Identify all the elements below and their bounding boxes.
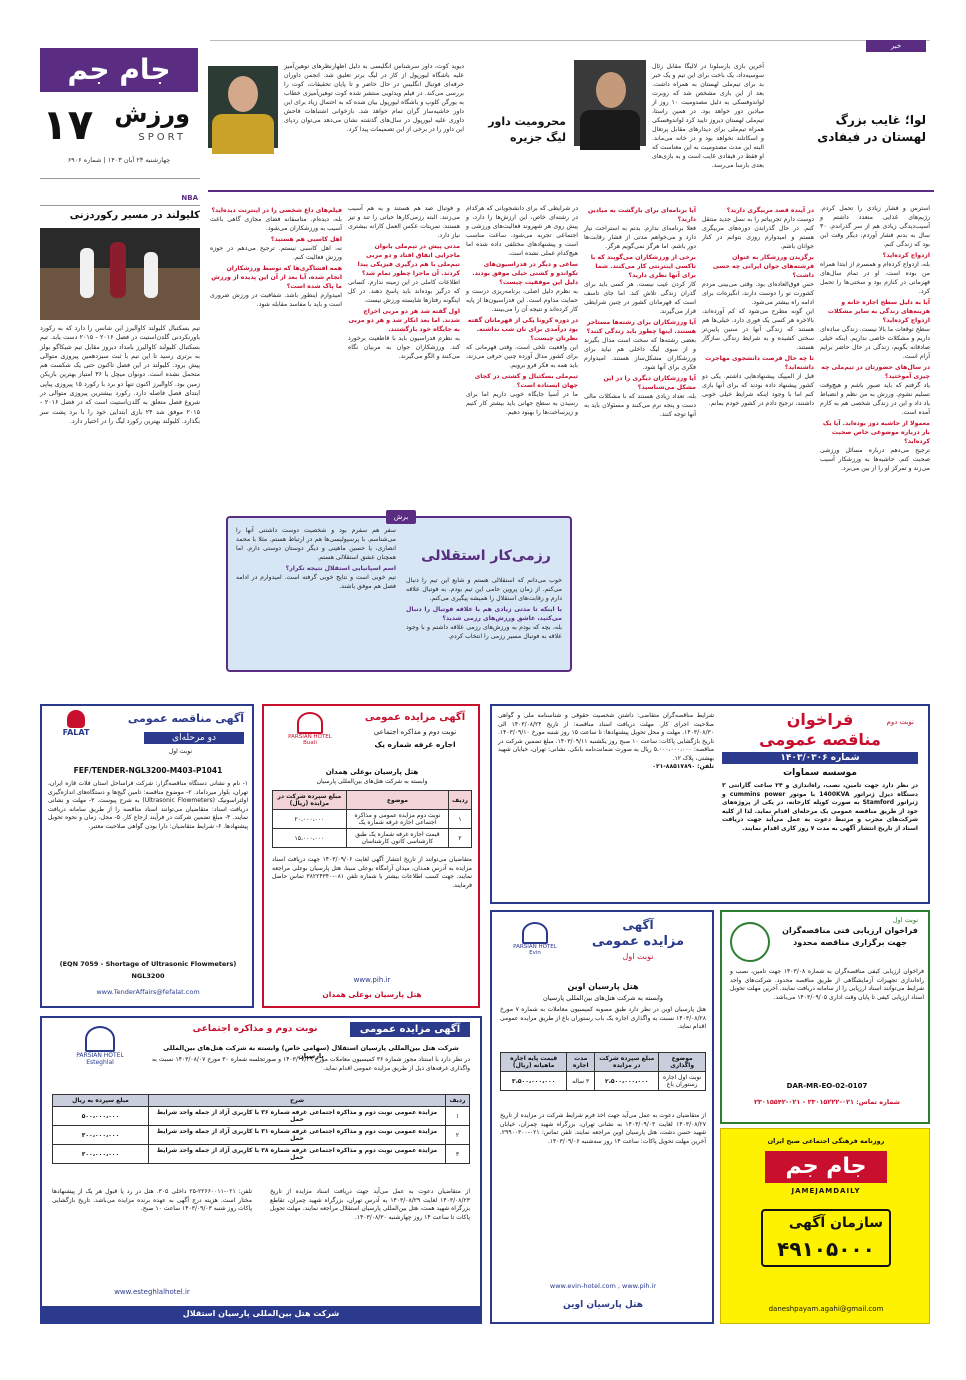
- interview-col-5: [348, 204, 460, 510]
- ad-boali-logo: [272, 712, 348, 764]
- pull-box: [226, 513, 572, 672]
- col5-q-1: مدتی پیش در تیم‌ملی بانوان ماجرایی اتفاق افتاد و دو مربی تیم‌ملی با هم درگیری فیزیکی پیدا کردند. آن ماجرا چطور تمام شد؟: [357, 243, 460, 277]
- col4-a-2: این واقعیت تلخی است. وقتی قهرمانی که برای کشور مدال آورده چنین حرفی می‌زند، باید همه به فکر فرو برویم.: [466, 344, 578, 369]
- ad-jamjam-phone-box: [761, 1209, 891, 1267]
- ad-small-code: DAR-MR-EO-02-0107: [786, 1082, 868, 1090]
- ad-esteghlal-round: نوبت دوم و مذاکره اجتماعی: [192, 1024, 318, 1034]
- ad-boali-table: [272, 790, 472, 848]
- ad-evin-hotel: هتل پارسیان اوین: [567, 982, 639, 991]
- ad-small-title2: جهت برگزاری مناقصه محدود: [793, 938, 907, 947]
- ad-esteghlal-th-2: شرح: [149, 1095, 446, 1107]
- pull-box-left-q: اسم اسپانیایی استقلال نتیجه تکرار؟: [285, 565, 396, 572]
- interview-col-6: [210, 204, 342, 510]
- hotel-emblem-icon: [522, 922, 548, 944]
- ad-boali-subtitle: نوبت دوم و مذاکره اجتماعی: [373, 728, 457, 736]
- pull-box-right-a: بله، بچه که بودم به ورزش‌های رزمی علاقه داشتم و با وجود علاقه به فوتبال مسیر رزمی را انتخاب کردم.: [406, 624, 562, 640]
- col5-a-2: به نظرم فدراسیون باید با قاطعیت برخورد کند. ورزشکاران جوان به مربیان نگاه می‌کنند و الگو می‌گیرند.: [348, 335, 460, 360]
- top-story-1-body: آخرین بازی بارسلونا در لالیگا مقابل رئال سوسیه‌داد، یک باخت برای این تیم و یک خبر بد برای تیم‌ملی لهستان به همراه داشت. بعد از این بازی مشخص شد که روبرت لواندوفسکی به دلیل مصدومیت ۱۰ روز از میادین دور خواهد بود. در همین راستا، تیم‌ملی لهستان دیروز تایید کرد لواندوفسکی همراه تیم‌ملی برای دیدارهای مقابل پرتغال و اسکاتلند نخواهد بود و در خانه می‌ماند. البته این مدت مصدومیت به این معناست که او فقط در فیفادی غایب است و به بازی‌های بعدی بارسا می‌رسد.: [652, 63, 765, 169]
- col4-body: در شرایطی که برای دانشجویانی که هرکدام در رشته‌ای خاص، این ارزش‌ها را دارد، و پیش روی هر شهروند فعالیت‌های ورزشی و اجتماعی تجربه می‌شود. ساعت مناسب است و پیشنهادهای مختلفی داده شده اما هیچ‌کدام عملی نشده است.: [466, 205, 578, 257]
- interview-a-6: حس فوق‌العاده‌ای بود. وقتی می‌بینی مردم کشورت تو را دوست دارند، انگیزه‌ات برای ادامه راه بیشتر می‌شود.: [702, 281, 814, 306]
- table-cell: ۲: [446, 1126, 470, 1145]
- table-cell: مزایده عمومی نوبت دوم و مذاکره اجتماعی غرفه شماره ۳۶ با کاربری آزاد از جمله واحد شرایط حمل: [149, 1107, 446, 1126]
- ad-boali-footer: هتل پارسیان بوعلی همدان: [322, 990, 422, 999]
- col5-q-3: فیلم‌های داغ شخصی را در اینترنت دیده‌اید؟: [211, 207, 342, 214]
- col3-q-4: آیا ورزشکاران برای رشته‌ها مستاجر هستند. اینها چطور باید زندگی کنند؟: [586, 319, 696, 335]
- top-story-1-title-1: لوا؛ غایب بزرگ: [835, 113, 926, 127]
- ad-jamjam-kicker: روزنامه فرهنگی اجتماعی صبح ایران: [767, 1137, 885, 1145]
- top-story-1-title: [774, 112, 926, 146]
- interview-intro: استرس و فشار زیادی را تحمل کردم. رژیم‌های غذایی متعدد داشتم و آسیب‌دیدگی زیادی هم از سر گذراندم. ۳۰ سال به بدنم فشار آوردم، دیگر وقت این بود که زندگی کنم.: [820, 205, 930, 248]
- ad-evin-sites[interactable]: www.evin-hotel.com , www.pih.ir: [549, 1282, 657, 1290]
- interview-q-5: در آینده قصد مربیگری دارید؟: [726, 207, 814, 214]
- table-cell: ۱۵،۰۰۰،۰۰۰: [273, 829, 347, 848]
- col4-q-2: در دوره کرونا یکی از قهرمانان گفته بود درآمدی برای نان شب نداشته. نظرتان چیست؟: [467, 317, 578, 342]
- col4-a-3: ما در آسیا جایگاه خوبی داریم اما برای رسیدن به سطح جهانی باید بیشتر کار کنیم و زیرساخت‌ها را بهبود دهیم.: [466, 391, 578, 416]
- ad-evin: [490, 910, 714, 1324]
- ad-jamjam-email[interactable]: daneshpayam.agahi@gmail.com: [768, 1305, 884, 1313]
- ad-small-tender: [720, 910, 930, 1124]
- ad-esteghlal-logo-text: PARSIAN HOTEL: [76, 1052, 124, 1059]
- interview-cont: این گونه مطرح می‌شود که کم آورده‌اند، بالاخره هر کسی یک فوری دارد. خیلی‌ها هم هستند که زندگی آنها در سنین پایین‌تر سختی کشیده و به شرایط زندگی سازگار هستند.: [702, 308, 814, 351]
- top-story-2-title-2: لیگ جزیره: [510, 131, 566, 144]
- ad-evin-sub: هتل پارسیان اوین در نظر دارد طبق مصوبه کمیسیون معاملات به شماره ۷ مورخ ۱۴۰۳/۰۸/۲۸ نسبت به واگذاری اجاره یک باب رستوران باغ از طریق مزایده عمومی اقدام نماید.: [500, 1006, 707, 1030]
- ad-tender-title: فراخوان: [786, 710, 854, 729]
- col3-q-3: برخی از ورزشکاران می‌گویند که با تاکسی اینترنتی کار می‌کنند. شما برای آنها نظری دارید؟: [590, 254, 696, 279]
- col4-q-3: تیم‌ملی بسکتبال و کشتی در کجای جهان ایستاده است؟: [474, 373, 578, 389]
- table-row: [501, 1072, 706, 1091]
- khabar-tag: خبر: [866, 40, 926, 52]
- date-line: چهارشنبه ۲۳ آبان ۱۴۰۳ | شماره ۶۹۰۶: [67, 156, 171, 164]
- interview-a-4: ترجیح می‌دهم درباره مسائل ورزشی صحبت کنم. حاشیه‌ها به ورزشکار آسیب می‌زند و تمرکز او را از بین می‌برد.: [820, 447, 930, 472]
- falat-flame-icon: [67, 710, 85, 728]
- ad-jamjam: [720, 1128, 930, 1324]
- ad-boali-th-2: موضوع: [346, 791, 448, 810]
- ad-small-logo-icon: [730, 922, 770, 962]
- ad-boali-th-3: مبلغ سپرده شرکت در مزایده (ریال): [273, 791, 347, 810]
- ad-esteghlal: [40, 1016, 482, 1324]
- table-cell: ۱: [449, 810, 472, 829]
- ad-small-round: نوبت اول: [892, 916, 918, 924]
- ad-falat-logo: [48, 710, 104, 750]
- table-row: [53, 1107, 470, 1126]
- col3-a-5: بله، تعداد زیادی هستند که با مشکلات مالی دست و پنجه نرم می‌کنند و مسئولان باید به آنها توجه کنند.: [584, 393, 696, 418]
- ad-boali-logo-sub: Buali: [303, 740, 317, 746]
- header-strip: [210, 40, 930, 52]
- interview-col-4: [466, 204, 578, 510]
- ad-esteghlal-body-right: از متقاضیان دعوت به عمل می‌آید جهت دریافت اسناد مزایده از تاریخ ۱۴۰۳/۰۸/۲۳ لغایت ۱۴۰۳/۰۸/۲۹ به آدرس تهران، بزرگراه شهید چمران، تقاطع بزرگراه شهید همت، هتل بین‌المللی پارسیان استقلال مراجعه نمایند. مهلت تحویل پاکات تا ساعت ۱۴ روز چهارشنبه ۱۴۰۳/۰۸/۳۰.: [270, 1188, 470, 1221]
- top-story-2-title: [470, 114, 566, 146]
- table-row: [53, 1145, 470, 1164]
- ad-boali-sub2: اجاره غرفه شماره یک: [374, 740, 456, 749]
- ad-tender-org: موسسه سماوات: [783, 768, 857, 778]
- pull-box-kicker: برش: [386, 510, 416, 524]
- ad-falat-title: آگهی مناقصه عمومی: [127, 712, 244, 725]
- ad-small-body: فراخوان ارزیابی کیفی مناقصه‌گران به شماره ۱۴۰۳/۰۸ جهت تامین، نصب و راه‌اندازی تجهیزات آزمایشگاهی از طریق مناقصه محدود. شرکت‌های واجد شرایط می‌توانند اسناد ارزیابی را از سامانه دریافت نمایند. آخرین مهلت تحویل اسناد ارزیابی کیفی تا پایان وقت اداری ۱۴۰۳/۰۹/۰۵ می‌باشد.: [730, 968, 924, 1001]
- section-title: ورزش: [114, 100, 190, 128]
- ad-boali-site[interactable]: www.pih.ir: [353, 976, 391, 984]
- ad-boali-logo-text: PARSIAN HOTEL: [288, 734, 332, 740]
- ad-esteghlal-logo: [52, 1026, 148, 1088]
- ad-esteghlal-intro: شرکت هتل بین‌المللی پارسیان استقلال (سهامی خاص) وابسته به شرکت هتل‌های بین‌المللی پارسیان: [163, 1044, 459, 1060]
- interview-q-4: معمولا از حاشیه دور بوده‌اید. آیا یک بار درباره موضوعی خاص صحبت کرده‌اید؟: [822, 420, 930, 445]
- table-cell: ۲۰،۰۰۰،۰۰۰: [273, 810, 347, 829]
- pull-box-right: [406, 576, 562, 668]
- ad-falat-site[interactable]: www.TenderAffairs@fefalat.com: [96, 988, 200, 996]
- col5-a-4: نه، اهل کاسبی نیستم. ترجیح می‌دهم در حوزه ورزش فعالیت کنم.: [210, 245, 342, 261]
- masthead: [40, 48, 200, 168]
- ad-esteghlal-body-left: تلفن: ۰۲۱-۲۲۶۶۰۰۱۱-۲۵ داخلی ۳۰۵. هتل در رد یا قبول هر یک از پیشنهادها مختار است. هزینه درج آگهی به عهده برنده مزایده می‌باشد. تاریخ بازگشایی پاکات روز شنبه ۱۴۰۳/۰۹/۰۳ ساعت ۱۰ صبح.: [52, 1188, 252, 1212]
- pull-box-left-text: سفر هم سفرم بود و شخصیت دوست داشتنی آنها را می‌شناسم. با پرسپولیسی‌ها هم در ارتباط هستم. مثلا با محمد انصاری، یا حسین ماهینی و دیگر دوستان دوستی دارم. اما همچنان عشق استقلالی هستم.: [236, 527, 396, 561]
- ad-tender-number: شماره ۱۴۰۳/۰۳۰۶: [722, 752, 918, 764]
- interview-a-5: دوست دارم تجربیاتم را به نسل جدید منتقل کنم. در حال گذراندن دوره‌های مربیگری هستم و امیدوارم روزی بتوانم در کنار جوانان باشم.: [702, 216, 814, 250]
- col5-a-3: بله، دیده‌ام. متاسفانه فضای مجازی گاهی باعث آسیب به ورزشکاران می‌شود.: [210, 216, 342, 232]
- ad-evin-table: [500, 1052, 706, 1091]
- interview-col-3: [584, 204, 696, 674]
- table-cell: قیمت اجاره غرفه شماره یک طبق کارشناسی کانون کارشناسان: [346, 829, 448, 848]
- ad-jamjam-label: سازمان آگهی: [788, 1215, 883, 1231]
- ad-evin-th-3: مدت اجاره: [567, 1053, 595, 1072]
- ad-boali-body: متقاضیان می‌توانند از تاریخ انتشار آگهی لغایت ۱۴۰۳/۰۹/۰۶ جهت دریافت اسناد مزایده به آدرس همدان، میدان آرامگاه بوعلی سینا، هتل پارسیان بوعلی مراجعه نمایند. جهت کسب اطلاعات بیشتر با شماره تلفن ۰۸۱-۳۸۲۲۴۳۴۰ تماس حاصل فرمایند.: [272, 856, 472, 889]
- ad-esteghlal-title: آگهی مزایده عمومی: [350, 1022, 470, 1037]
- ad-evin-th-1: موضوع واگذاری: [659, 1053, 706, 1072]
- referee-photo: [208, 66, 278, 148]
- pull-box-left: [236, 526, 396, 666]
- table-cell: ۲: [449, 829, 472, 848]
- table-cell: ۲،۵۰۰،۰۰۰،۰۰۰: [595, 1072, 659, 1091]
- top-story-2-title-1: محرومیت داور: [488, 115, 566, 128]
- ad-small-phone: شماره تماس: ۰۲۱-۲۳۰۱۵۲۲۲ - ۰۲۱-۲۳۰۱۵۵۴۲: [753, 1098, 901, 1106]
- col5-q-2: اول گفته شد هر دو مربی اخراج شدند. اما بعد انکار شد و هر دو مربی به جایگاه خود بازگشتند.: [348, 308, 460, 333]
- interview-q-6: برگزیدن ورزشکار به عنوان فرشته‌های جوان ایرانی چه حسی داشت؟: [712, 254, 814, 279]
- nba-title: کلیولند در مسیر رکوردزنی: [69, 210, 200, 221]
- table-row: [273, 829, 472, 848]
- pull-box-right-text: خوب می‌دانم که استقلالی هستم و شایع این تیم را دنبال می‌کنم. از زمان پروین حامی این تیم بودم. به فوتبال علاقه دارم و رقابت‌های استقلال را همیشه پیگیری می‌کنم.: [406, 577, 562, 602]
- interview-q-2: آیا به دلیل سطح اجاره خانه و هزینه‌های زندگی به سایر مشکلات ازدواج کرده‌اید؟: [827, 299, 930, 324]
- interview-q-1: ازدواج کرده‌اید؟: [882, 252, 930, 259]
- ad-esteghlal-table: [52, 1094, 470, 1164]
- col3-a-2: فعلا برنامه‌ای ندارم. بدنم به استراحت نیاز دارد و می‌خواهم مدتی از فشار رقابت‌ها دور باشم. اما هرگز نمی‌گویم هرگز.: [584, 225, 696, 250]
- interview-col-2: [702, 204, 814, 674]
- ad-falat-stage: نوبت اول: [168, 748, 192, 755]
- ad-esteghlal-th-1: ردیف: [446, 1095, 470, 1107]
- page-number: ۱۷: [42, 100, 94, 149]
- hotel-emblem-icon: [85, 1026, 115, 1052]
- col5-q-5: همه افشاگری‌ها که توسط ورزشکاران انجام شده، آیا بعد از آن این پدیده از ورزش ما پاک شده است؟: [211, 265, 342, 290]
- ad-tender-body: در نظر دارد جهت تامین، نصب، راه‌اندازی و ۲۴ ساعت گارانتی ۳ دستگاه دیزل ژنراتور 1400KVA با موتور cummins power و ژنراتور Stamford به صورت کوپله کارخانه، در یکی از پروژه‌های خود از طریق مناقصه عمومی یک مرحله‌ای اقدام نماید. لذا از کلیه شرکت‌های مجرب و مرتبط دعوت به عمل می‌آید جهت دریافت اسناد از تاریخ انتشار آگهی به مدت ۷ روز کاری اقدام نمایند.: [722, 782, 919, 832]
- ad-evin-logo-text: PARSIAN HOTEL: [513, 944, 557, 950]
- ad-small-title: فراخوان ارزیابی فنی مناقصه‌گران: [782, 926, 918, 935]
- ad-esteghlal-sub: در نظر دارد با استناد مجوز شماره ۳۶ کمیسیون معاملات مورخ ۱۴۰۳/۰۷/۲۹ و صورتجلسه شماره ۳۰ مورخ ۱۴۰۳/۰۸/۰۷ نسبت به واگذاری غرفه‌های ذیل از طریق مزایده عمومی اقدام نماید.: [152, 1056, 470, 1072]
- col4-a-1: به نظرم دلیل اصلی، برنامه‌ریزی درست و حمایت مداوم است. این فدراسیون‌ها از پایه کار کرده‌اند و نتیجه آن را می‌بینند.: [466, 288, 578, 313]
- table-cell: نوبت اول اجاره رستوران باغ: [659, 1072, 706, 1091]
- ad-jamjam-phone: ۴۹۱۰۵۰۰۰: [777, 1237, 875, 1261]
- nba-badge: NBA: [181, 194, 198, 202]
- col3-a-4: بعضی رشته‌ها که سخت است مدال بگیرند و از سوی لیگ داخلی هم نیاید برای ورزشکاران مشکل‌ساز هستند. امیدوارم فکری برای آنها شود.: [584, 337, 696, 371]
- table-row: [273, 810, 472, 829]
- lewandowski-photo: [574, 60, 646, 146]
- ad-tender-details: [498, 712, 714, 898]
- ad-evin-logo: [500, 922, 570, 978]
- col5-body: و فوتبال صد هم هستند و به هم آسیب می‌زنند. البته رزمی‌کارها حیاتی را تند و تیز هستند. تمرینات عکس العمل کارانه بیشتری نیاز دارد.: [348, 205, 460, 239]
- nba-body: تیم بسکتبال کلیولند کاوالیرز این شانس را دارد که به رکورد باورنکردنی گلدن‌استیت در فصل ۲۰۱۶ - ۲۰۱۵ دست یابد. تیم بسکتبال کلیولند کاوالیرز بامداد دیروز مقابل تیم شیکاگو بولز به برتری رسید تا این تیم با ثبت سیزدهمین پیروزی متوالی پیش برود. کلیولند در این فصل تاکنون حتی یک شکست هم متحمل نشده است. دونوان میچل با ۳۶ امتیاز بهترین بازیکن زمین بود. کاوالیرز اکنون تنها دو برد با رکورد ۱۵ پیروزی پیاپی ابتدای فصل فاصله دارد. رکورد بیشترین پیروزی متوالی در شروع فصل متعلق به گلدن‌استیت است که در فصل ۲۰۱۶ - ۲۰۱۵ موفق شد ۲۴ بازی ابتدایی خود را با برد پشت سر بگذارد. کلیولند بهترین رکورد لیگ را در اختیار دارد.: [40, 325, 201, 425]
- ad-evin-logo-sub: Evin: [529, 950, 541, 956]
- table-cell: مزایده عمومی نوبت دوم و مذاکره اجتماعی غرفه شماره ۳۱ با کاربری آزاد از جمله واحد شرایط حمل: [149, 1126, 446, 1145]
- ad-tender-title2: مناقصه عمومی: [759, 730, 881, 749]
- hotel-emblem-icon: [297, 712, 323, 734]
- table-cell: ۳: [446, 1145, 470, 1164]
- interview-a-2: سطح توقعات ما بالا نیست. زندگی ساده‌ای داریم و مشکلات خاصی نداریم. اینکه خیلی صادقانه بگویم، زندگی در حال حاضر برایم آرام است.: [820, 326, 930, 360]
- col3-q-5: آیا ورزشکاران دیگری را در این مشکل می‌شناسید؟: [603, 375, 696, 391]
- col3-a-1: قبل از المپیک پیشنهادهایی داشتم. یکی دو کشور پیشنهاد داده بودند که برای آنها بازی کنم اما با وجود اینکه شرایط خیلی خوبی داشتند، ترجیح دادم در کشور خودم بمانم.: [702, 373, 814, 407]
- interview-a-3: یاد گرفتم که باید صبور باشم و هیچ‌وقت تسلیم نشوم. ورزش به من نظم و انضباط یاد داد و این در زندگی شخصی هم به کارم آمده است.: [820, 382, 930, 416]
- masthead-logo: جام جم: [40, 48, 198, 92]
- table-cell: ۳،۵۰۰،۰۰۰،۰۰۰: [501, 1072, 567, 1091]
- ad-boali-intro: وابسته به شرکت هتل‌های بین‌المللی پارسیان: [316, 778, 428, 785]
- col4-q-1: ساعی و دیگر در فدراسیون‌های تکواندو و کشتی خیلی موفق بودند. دلیل این موفقیت چیست؟: [472, 261, 578, 286]
- pull-box-left-a: تیم خوبی است و نتایج خوبی گرفته است. امیدوارم در ادامه فصل هم موفق باشند.: [236, 574, 396, 590]
- interview-q-3: در سال‌های حضورتان در تیم‌ملی چه چیزی آموختید؟: [821, 364, 930, 380]
- ad-evin-round: نوبت اول: [622, 952, 654, 961]
- ad-boali-hotel: هتل پارسیان بوعلی همدان: [325, 768, 419, 776]
- nba-header: [40, 194, 200, 206]
- top-story-2-body: دیوید کوت، داور سرشناس انگلیسی به دلیل اظهارنظرهای توهین‌آمیز علیه باشگاه لیورپول از کار در لیگ برتر تعلیق شد. انجمن داوران حرفه‌ای فوتبال انگلیس در حال حاضر و تا پایان تحقیقات، کوت را بررسی می‌کند. در فیلم ویدئویی منتشر شده کوت توهین‌آمیزی خطاب به یورگن کلوپ و باشگاه لیورپول بیان شده که به احتمال زیاد برای این داور حاشیه‌ساز گران تمام خواهد شد. بازخوانی اشتباهات فاحش داوری علیه لیورپول در سال‌های گذشته نشان می‌دهد می‌توان ردپای این داور را در برخی از این تصمیمات پیدا کرد.: [284, 63, 464, 133]
- table-cell: ۵۰۰،۰۰۰،۰۰۰: [53, 1107, 149, 1126]
- interview-a-1: بله، ازدواج کرده‌ام و همسرم از ابتدا همراه من بوده است. او در تمام سال‌های قهرمانی در کنارم بود و سختی‌ها را تحمل کرد.: [820, 261, 930, 295]
- ad-tender-round: نوبت دوم: [886, 718, 914, 726]
- ad-tender-detail-body: شرایط مناقصه‌گران متقاضی: داشتن شخصیت حقوقی و شناسنامه ملی و گواهی صلاحیت اجرای کار. مهلت دریافت اسناد مناقصه: از تاریخ ۱۴۰۳/۰۸/۲۴ الی ۱۴۰۳/۰۸/۳۰. مهلت و محل تحویل پیشنهادها: تا ساعت ۱۵ روز شنبه مورخ ۱۴۰۳/۰۹/۱۰. تاریخ بازگشایی پاکات: ساعت ۱۰ صبح روز یکشنبه ۱۴۰۳/۰۹/۱۱. مبلغ تضمین شرکت در مناقصه: ۵،۰۰۰،۰۰۰،۰۰۰ ریال به صورت ضمانت‌نامه بانکی. نشانی: تهران، خیابان شهید بهشتی، پلاک ۱۲.: [498, 712, 714, 762]
- col5-a-1: اطلاعات کاملی در این زمینه ندارم. کسانی که درگیر بوده‌اند باید پاسخ دهند. در کل اینگونه رفتارها شایسته ورزش نیست.: [348, 279, 460, 304]
- ad-jamjam-latin: JAMEJAMDAILY: [791, 1187, 861, 1195]
- table-cell: ۳ ساله: [567, 1072, 595, 1091]
- ad-evin-th-4: قیمت پایه اجاره ماهیانه (ریال): [501, 1053, 567, 1072]
- col3-q-2: آیا برنامه‌ای برای بازگشت به میادین دارید؟: [587, 207, 696, 223]
- col5-q-4: اهل کاسبی هم هستید؟: [270, 236, 342, 243]
- col5-a-5: امیدوارم اینطور باشد. شفافیت در ورزش ضروری است و باید با مفاسد مقابله شود.: [210, 292, 342, 308]
- ad-falat-subtitle: دو مرحله‌ای: [144, 732, 244, 744]
- ad-falat-logo-text: FALAT: [62, 728, 90, 737]
- ad-jamjam-logo: جام جم: [765, 1151, 887, 1183]
- ad-esteghlal-th-3: مبلغ سپرده به ریال: [53, 1095, 149, 1107]
- ad-tender: [490, 704, 930, 904]
- ad-falat-body: ۱- نام و نشانی دستگاه مناقصه‌گزار: شرکت فراساحل استان فلات قاره ایران، تهران، بلوار میرداماد. ۲- موضوع مناقصه: تامین گیج‌ها و دستگاه‌های اندازه‌گیری اولتراسونیک (Ultrasonic Flowmeters) به شرح پیوست. ۳- مهلت و نشانی دریافت اسناد: متقاضیان می‌توانند اسناد مناقصه را از طریق سامانه دریافت نمایند. ۴- مبلغ تضمین شرکت در فرآیند ارجاع کار. ۵- محل، زمان و نحوه تحویل پیشنهادها. ۶- شرایط متقاضیان: دارا بودن گواهی صلاحیت معتبر.: [48, 780, 249, 830]
- table-cell: ۱: [446, 1107, 470, 1126]
- ad-evin-th-2: مبلغ سپرده شرکت در مزایده: [595, 1053, 659, 1072]
- ad-evin-intro: وابسته به شرکت هتل‌های بین‌المللی پارسیان: [542, 994, 663, 1002]
- col3-a-3: کار کردن عیب نیست. هر کسی باید برای گذران زندگی تلاش کند. اما جای تاسف است که قهرمانان کشور در چنین شرایطی قرار می‌گیرند.: [584, 281, 696, 315]
- ad-esteghlal-site[interactable]: www.esteghlalhotel.ir: [114, 1288, 190, 1296]
- ad-esteghlal-logo-sub: Esteghlal: [86, 1059, 114, 1066]
- top-story-1-title-2: لهستان در فیفادی: [817, 130, 926, 144]
- ad-boali-th-1: ردیف: [449, 791, 472, 810]
- ad-esteghlal-footer: شرکت هتل بین‌المللی پارسیان استقلال: [42, 1306, 480, 1322]
- ad-tender-phone: تلفن: ۸۸۵۱۷۸۹۰-۰۲۱: [652, 763, 714, 770]
- col3-q-1: تا چه حال فرصت دانشجوی مهاجرت داشته‌اید؟: [705, 355, 814, 371]
- ad-falat-ngl: NGL3200: [131, 972, 165, 980]
- pull-box-title: رزمی‌کار استقلالی: [421, 548, 551, 564]
- table-cell: نوبت دوم مزایده عمومی و مذاکره اجتماعی اجاره غرفه شماره یک: [346, 810, 448, 829]
- ad-evin-title: آگهی: [622, 918, 654, 932]
- pull-box-right-q: با اینکه تا مدتی زیادی هم با علاقه فوتبال را دنبال می‌کنید، عاشق ورزش‌های رزمی شدید؟: [406, 606, 562, 622]
- ad-falat-spec: (EQN 7059 - Shortage of Ultrasonic Flowmeters): [59, 960, 237, 968]
- table-cell: ۳۰۰،۰۰۰،۰۰۰: [53, 1145, 149, 1164]
- ad-boali: [262, 704, 480, 1008]
- table-cell: ۳۰۰،۰۰۰،۰۰۰: [53, 1126, 149, 1145]
- ad-boali-title: آگهی مزایده عمومی: [364, 712, 466, 723]
- ad-evin-footer: هتل پارسیان اوین: [563, 1300, 643, 1310]
- section-title-en: SPORT: [138, 132, 186, 143]
- nba-photo: [40, 228, 200, 320]
- ad-falat-tender-no: FEF/TENDER-NGL3200-M403-P1041: [73, 766, 223, 775]
- table-cell: مزایده عمومی نوبت دوم و مذاکره اجتماعی غرفه شماره ۳۸ با کاربری آزاد از جمله واحد شرایط حمل: [149, 1145, 446, 1164]
- ad-evin-title2: مزایده عمومی: [591, 934, 685, 949]
- interview-col-1: [820, 204, 930, 674]
- table-row: [53, 1126, 470, 1145]
- ad-evin-body: از متقاضیان دعوت به عمل می‌آید جهت اخذ فرم شرایط شرکت در مزایده از تاریخ ۱۴۰۳/۰۸/۲۷ لغایت ۱۴۰۳/۰۹/۰۳ به نشانی تهران، بزرگراه شهید چمران، خیابان شهید حسن دشت، هتل پارسیان اوین مراجعه نمایند. تلفن تماس: ۰۲۱-۲۹۹۰۰۳۰۰. آخرین مهلت تحویل پاکات: ساعت ۱۴ روز سه‌شنبه ۱۴۰۳/۰۹/۰۶.: [500, 1112, 706, 1145]
- ad-falat: [40, 704, 254, 1008]
